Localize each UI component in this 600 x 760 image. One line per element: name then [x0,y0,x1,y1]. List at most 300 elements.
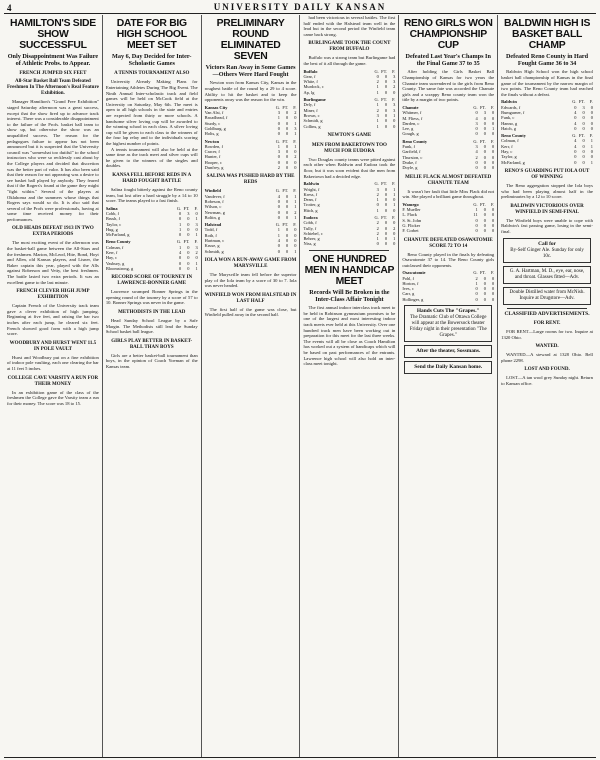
stat-value: 1 [195,232,198,238]
stat-value: 1 [294,214,297,220]
subhead-french-clever: FRENCH CLEVER HIGH JUMP EXHIBITION [16,289,90,301]
subhead-tennis: A TENNIS TOURNAMENT ALSO [114,71,190,77]
team-name: Reno County [402,138,428,144]
stat-value: 1 [376,207,379,213]
subhead-kansa-fell: KANSA FELL BEFORE REDS IN A HARD FOUGHT BATTLE [112,172,192,184]
player-name: Sturdy, c [204,120,221,126]
player-name: Vasbury, g [105,260,125,266]
article-body: Head Sunday School League by a Safe Margin. The Methodists still lead the Sunday School basket ball league. [105,318,198,335]
column-header: G. [374,68,379,74]
stat-value: 0 [277,214,280,220]
stat-value: 1 [393,112,396,118]
stat-value: 1 [294,193,297,199]
stat-value: 1 [376,89,379,95]
player-name: Schiebel, c [303,230,323,236]
stat-value: 0 [384,73,388,79]
subhead-burlingame: BURLINGAME TOOK THE COUNT FROM BUFFALO [308,41,391,53]
column-2 [103,15,202,757]
table-row [205,249,297,254]
column-header: FT. [479,201,486,207]
table-row [303,90,395,95]
stat-value: 0 [475,296,478,302]
stat-value: 0 [491,165,495,171]
stat-value: 3 [475,144,478,150]
player-name: Kerr, f [105,250,118,256]
stat-value: 1 [376,84,379,90]
player-name: Colman, f [501,138,519,144]
stat-value: 0 [483,280,486,286]
ad-body: By-Self Ginger Ale. Sunday for only 10c. [510,247,584,259]
stat-value: 0 [286,154,289,160]
column-header: FT. [282,188,289,194]
stat-value: 0 [286,149,289,155]
stat-value: 0 [277,120,280,126]
stat-value: 0 [574,154,577,160]
stat-value: 0 [376,73,379,79]
box-score-table [402,139,494,171]
stat-value: 0 [491,217,495,223]
article-body: Captain French of the University track team gave a clever exhibition of high jumping. Beginning at five feet, and raising the bar two inches after each jump, he cleared six feet. French showed good form with a high jump score. [7,303,99,337]
subhead-girls-play-better: GIRLS PLAY BETTER IN BASKET-BALL THAN BOYS [111,338,193,350]
player-name: Hug, g [105,226,118,232]
subhead-newtons-game: NEWTON'S GAME [327,132,372,138]
stat-value: 0 [491,296,495,302]
stat-value: 1 [393,186,396,192]
stat-value: 0 [294,115,297,121]
stat-value: 0 [483,222,486,228]
stat-value: 0 [384,197,388,203]
stat-value: 1 [393,202,396,208]
stat-value: 0 [286,131,289,137]
stat-value: 0 [286,214,289,220]
stat-value: 1 [491,126,495,132]
article-body: It wasn't her fault that little Miss Flack did not win. She played a brilliant game throughout. [402,188,495,200]
player-name: Thurston, c [402,154,423,160]
stat-value: 2 [376,220,379,226]
stat-value: 1 [294,248,297,254]
stat-value: 4 [574,109,577,115]
column-header: G. [473,104,478,110]
stat-value: 0 [277,243,280,249]
stat-value: 0 [491,222,495,228]
stat-value: 0 [574,125,577,131]
subhead-methodists: METHODISTS IN THE LEAD [118,310,186,316]
stat-value: 0 [286,248,289,254]
column-header: G. [275,138,280,144]
stat-value: 2 [376,107,379,113]
deck-hamilton: Only Disappointment Was Failure of Athletic Probs. to Appear. [7,53,99,68]
masthead: UNIVERSITY DAILY KANSAN [213,2,387,12]
player-name: Dunfrey, g [204,165,224,171]
stat-value: 0 [294,238,297,244]
column-header: F. [293,222,297,228]
player-name: Bumgarner, f [501,109,525,115]
footer-rule [4,757,596,758]
subhead-chanute-osawatomie: CHANUTE DEFEATED OSAWATOMIE SCORE 72 TO 14 [403,237,493,249]
article-body: Salina fought bitterly against the Reno county team, but lost after a hard struggle by a 14 to 10 score. The teams played to a fast finish. [105,186,198,204]
player-name: Funk, f [402,144,415,150]
deck-all-star: All-Star Basket Ball Team Defeated Freshmen In The Afternoon's Real Feature Exhibition. [7,79,99,97]
stat-value: 0 [483,120,486,126]
box-score-reno-girls [402,139,494,171]
headline-handicap-meet: ONE HUNDRED MEN IN HANDICAP MEET [304,253,395,287]
stat-value: 0 [286,198,289,204]
box-score-table [205,139,297,171]
column-header: FT. [183,239,190,245]
player-name: Collins, g [303,123,321,129]
article-body: Lawrence swamped Bonner Springs in the opening round of the tourney by a score of 57 to 10. Bonner Springs was never in the game. [105,289,198,306]
classified-for-rent: FOR RENT. [533,321,561,327]
player-name: Robeson, f [204,198,224,204]
stat-value: 0 [195,226,198,232]
stat-value: 1 [195,260,198,266]
column-header: FT. [578,99,585,105]
stat-value: 0 [286,110,289,116]
player-name: Horton, f [402,280,419,286]
box-score-reno-county [501,133,593,165]
player-name: L. Flack [402,212,417,218]
subhead-woodbury: WOODBURY AND HURST WENT 11.5 IN POLE VAULT [9,340,97,352]
deck-defeated: Defeated Last Year's Champs In the Final Game 37 to 35 [405,53,491,68]
column-header: F. [194,239,198,245]
player-name: Hollinger, g [402,296,424,302]
stat-value: 0 [491,286,495,292]
column-header: FT. [479,104,486,110]
stat-value: 0 [491,159,495,165]
player-name: Hay, c [501,149,513,155]
stat-value: 0 [187,221,190,227]
table-row [402,228,494,233]
player-name: Kruse, g [204,243,220,249]
player-name: Newman, g [204,209,225,215]
column-header: F. [293,104,297,110]
page-number: 4 [7,3,12,13]
player-name: Dean, f [303,197,317,203]
player-name: Schmidt, g [303,118,323,124]
subhead-winfield-halstead: WINFIELD WON FROM HALSTEAD IN LAST HALF [204,292,297,304]
stat-value: 0 [384,207,388,213]
player-name: Schmidt, g [204,248,224,254]
player-name: Gear, f [303,73,316,79]
article-columns [4,15,596,757]
stat-value: 2 [376,79,379,85]
box-score-table [205,188,297,220]
stat-value: 1 [590,138,593,144]
player-name: Vandever, f [204,193,225,199]
player-name: Hunter, f [204,154,221,160]
stat-value: 3 [195,244,198,250]
stat-value: 0 [384,191,388,197]
stat-value: 0 [286,115,289,121]
stat-value: 0 [187,216,190,222]
stat-value: 0 [178,216,182,222]
column-header: FT. [282,222,289,228]
column-header: F. [392,68,396,74]
stat-value: 0 [483,115,486,121]
player-name: Hay, c [105,255,118,261]
team-name: Halstead [204,222,222,228]
divider [507,308,587,309]
stat-value: 0 [475,131,478,137]
stat-value: 0 [195,255,198,261]
masthead-rule [4,13,596,14]
column-header: G. [275,104,280,110]
stat-value: 0 [178,210,182,216]
box-score-newton [205,139,297,171]
stat-value: 0 [187,260,190,266]
stat-value: 2 [393,84,396,90]
stat-value: 4 [475,149,478,155]
stat-value: 0 [393,230,396,236]
article-body: Girls are a better basket-ball tournament than boys, in the opinion of Coach Yoeman of the Kansas team. [105,352,198,369]
team-name: Salina [105,205,118,211]
stat-value: 0 [178,260,182,266]
player-name: Cobb, f [105,210,119,216]
stat-value: 0 [286,204,289,210]
classified-heading: CLASSIFIED ADVERTISEMENTS. [504,310,590,317]
player-name: Kerr, f [501,143,513,149]
stat-value: 3 [277,110,280,116]
stat-value: 1 [475,280,478,286]
stat-value: 0 [277,248,280,254]
stat-value: 0 [286,120,289,126]
ad-send-kansan [404,361,492,374]
stat-value: 3 [393,73,396,79]
column-header: F. [490,270,495,276]
player-name: Ap, lg [303,89,315,95]
stat-value: 2 [294,110,297,116]
column-header: F. [293,188,297,194]
table-row [402,131,494,136]
stat-value: 0 [491,144,495,150]
column-header: G. [473,138,478,144]
player-name: Doyle, g [402,165,418,171]
team-name: Eudora [303,214,318,220]
stat-value: 0 [384,89,388,95]
column-header: G. [176,205,182,211]
stat-value: 0 [277,131,280,137]
subhead-melie-flack: MELIE FLACK ALMOST DEFEATED CHANUTE TEAM [405,174,492,186]
stat-value: 0 [294,232,297,238]
stat-value: 0 [590,120,593,126]
classified-lost-found: LOST AND FOUND. [524,367,570,373]
player-name: White, f [303,79,318,85]
player-name: Goldburg, g [204,125,226,131]
stat-value: 1 [178,221,182,227]
stat-value: 0 [475,286,478,292]
box-score-kc [205,105,297,137]
column-header: F. [392,97,396,103]
subhead-baldwin-winfield: BALDWIN VICTORIOUS OVER WINFIELD IN SEMI-FINAL [510,203,584,215]
stat-value: 0 [294,243,297,249]
stat-value: 0 [376,202,379,208]
player-name: Murdock, c [303,84,324,90]
player-name: Miner, f [303,107,318,113]
headline-reno-girls: RENO GIRLS WON CHAMPIONSHIP CUP [403,18,493,51]
article-body: Two Douglas county teams were pitted against each other when Baldwin and Eudora took the floor, but it was soon evident that the men from Bakertown had a decided edge. [303,156,396,179]
stat-value: 0 [286,243,289,249]
stat-value: 0 [491,154,495,160]
player-name: Bowden, f [204,143,223,149]
stat-value: 0 [483,296,486,302]
box-score-wamego [402,202,494,234]
stat-value: 0 [483,217,486,223]
stat-value: 0 [475,126,478,132]
player-name: Hooper, c [204,159,222,165]
stat-value: 0 [393,241,396,247]
stat-value: 1 [376,118,379,124]
box-score-reno [106,239,198,271]
stat-value: 1 [195,265,198,271]
stat-value: 0 [590,154,593,160]
team-name: Kansas City [204,104,228,110]
box-score-buffalo [303,69,395,95]
classified-body: LOST—A tan wool grey Sunday night. Return to Kansan office. [501,375,593,387]
subhead-salina-pushed: SALINA WAS PUSHED HARD BY THE REDS [206,174,295,186]
stat-value: 0 [187,232,190,238]
stat-value: 1 [277,232,280,238]
article-body: Newton won from Kansas City, Kansas in the roughest battle of the round by a 29 to 4 score. Ability to hit the basket and to keep the opponents away was the reason for the win. [204,80,297,103]
stat-value: 1 [393,236,396,242]
team-name: Newton [204,138,220,144]
stat-value: 0 [491,207,495,213]
column-header: F. [392,181,396,187]
player-name: Darden, c [402,120,420,126]
stat-value: 1 [376,197,379,203]
column-header: F. [392,214,396,220]
stat-value: 1 [277,115,280,121]
stat-value: 0 [475,291,478,297]
player-name: Hitch, g [303,207,318,213]
stat-value: 0 [582,120,585,126]
stat-value: 0 [483,144,486,150]
stat-value: 0 [277,209,280,215]
stat-value: 0 [483,291,486,297]
column-header: FT. [381,97,388,103]
stat-value: 11 [473,212,478,218]
stat-value: 0 [574,115,577,121]
stat-value: 0 [286,159,289,165]
player-name: Boltin, g [204,214,221,220]
headline-preliminary-round: PRELIMINARY ROUND ELIMINATED SEVEN [216,18,285,62]
player-name: Trotter, g [303,202,320,208]
stat-value: 0 [277,204,280,210]
stat-value: 1 [294,120,297,126]
stat-value: 0 [384,225,388,231]
stat-value: 0 [574,159,577,165]
stat-value: 0 [277,125,280,131]
stat-value: 0 [384,230,388,236]
stat-value: 0 [590,109,593,115]
stat-value: 0 [277,154,280,160]
ad-text: Send the Daily Kansan home. [414,364,483,371]
column-header: FT. [381,68,388,74]
column-header: F. [589,133,593,139]
article-body: Reno County played in the finals by defeating Osawatomie 37 to 14. The Reno County girls outclassed their opponents. [402,251,495,268]
stat-value: 0 [384,202,388,208]
player-name: Edwards, f [501,104,521,110]
box-score-table [501,99,593,131]
stat-value: 0 [475,217,478,223]
stat-value: 0 [475,222,478,228]
stat-value: 0 [582,125,585,131]
stat-value: 0 [491,115,495,121]
column-header: G. [572,99,577,105]
stat-value: 0 [286,193,289,199]
article-body: The first annual indoor interclass track meet to be held in Robinson gymnasium promises to be one of the largest and most interesting indoor track meets ever held at this University. Over one hundred track men have been working out in preparation for this meet for the last three weeks. The events will all be close as Coach Hamilton has worked out a system of handicaps which will be based on past performances of the entrants. Lawrence high school will also hold an inter-class meet tonight. [303,305,396,367]
article-body: Manager Hamilton's "Grand Free Exhibition" staged Saturday afternoon was a great success, except that the show fired up to advance track interest. There was a considerable disappointment to the failure of the Profs. basket ball team to show up, but otherwise the show was an unqualified success. The reason for the pedagogues failure to appear has not been announced but it is suspected that the University council was "somewhat too dutiful" to the school instructors who were so recklessly cast about by the College players and decided that discretion was the better part of valor. It has also been said that their reason for not appearing was a desire to see basket ball played by anybody. They feared that if the Rogers's found at the game they might "fight within." Several of the players at Oklahoma and the summers whose things that Rogers says would so do. It is also said that several of the Profs were professionals, having at some time received money for their performances. [7,99,99,222]
stat-value: 0 [384,107,388,113]
stat-value: 0 [286,232,289,238]
stat-value: 3 [393,102,396,108]
stat-value: 1 [376,123,379,129]
article-body: University Already Making Plans for Entertaining Athletes During The Big Event. The Ninth Annual Inter-scholastic track and field games will be held on McCook field at the University on Saturday, May 6th. The meet is open to all high schools in the state and entries are expected from thirty or more schools. A handsome silver loving cup will be awarded to the winning school in each class. A silver loving cup will be given to each class to the winners of the four lap relay and to the individuals scoring the highest number of points. [105,79,198,146]
player-name: McFarland, g [105,232,130,238]
column-1 [4,15,103,757]
stat-value: 0 [277,159,280,165]
box-score-salina [106,206,198,238]
stat-value: 0 [384,236,388,242]
player-name: Drake, f [402,159,417,165]
stat-value: 2 [376,230,379,236]
box-score-chanute [402,105,494,137]
column-header: F. [490,201,495,207]
subhead-old-heads: OLD HEADS DEFEAT 1913 IN TWO EXTRA PERIODS [12,226,94,238]
stat-value: 3 [393,107,396,113]
box-score-winfield [205,188,297,220]
ad-body: Double Distilled water from McNish. Inquire at Drugstore—Adv. [509,289,585,301]
ad-body: G. A. Hartman, M. D., eye, ear, nose, and throat. Glasses fitted—Adv. [509,268,585,280]
stat-value: 0 [384,118,388,124]
stat-value: 4 [277,238,280,244]
stat-value: 0 [475,110,478,116]
player-name: Holts, g [204,131,219,137]
player-name: Todd, f [204,227,218,233]
stat-value: 2 [475,275,478,281]
team-name: Reno County [501,133,526,139]
stat-value: 0 [483,126,486,132]
column-header: G. [572,133,577,139]
stat-value: 0 [384,123,388,129]
stat-value: 3 [187,210,190,216]
column-header: F. [293,138,297,144]
player-name: Hartman, c [204,238,225,244]
player-name: Hatch, g [501,125,517,131]
stat-value: 2 [294,154,297,160]
column-header: G. [473,270,478,276]
column-header: G. [176,239,182,245]
player-name: Dely, f [303,102,316,108]
box-score-table [303,181,395,213]
stat-value: 1 [294,131,297,137]
team-name: Reno County [105,239,131,245]
table-row [106,232,198,237]
stat-value: 0 [393,197,396,203]
column-header: FT. [282,138,289,144]
stat-value: 0 [483,154,486,160]
player-name: McFarland, g [501,159,525,165]
stat-value: 0 [294,159,297,165]
player-name: F. Mueller [402,207,421,213]
subhead-record-score: RECORD SCORE OF TOURNEY IN LAWRENCE-BONNER GAME [111,275,193,287]
article-body: The Winfield boys were unable to cope with Baldwin's fast passing game, losing in the semi-final. [501,217,593,234]
headline-baldwin-champ: BALDWIN HIGH IS BASKET BALL CHAMP [503,18,591,51]
player-name: Cracer, f [204,149,220,155]
stat-value: 0 [483,159,486,165]
stat-value: 2 [475,154,478,160]
stat-value: 0 [384,186,388,192]
stat-value: 0 [582,149,585,155]
